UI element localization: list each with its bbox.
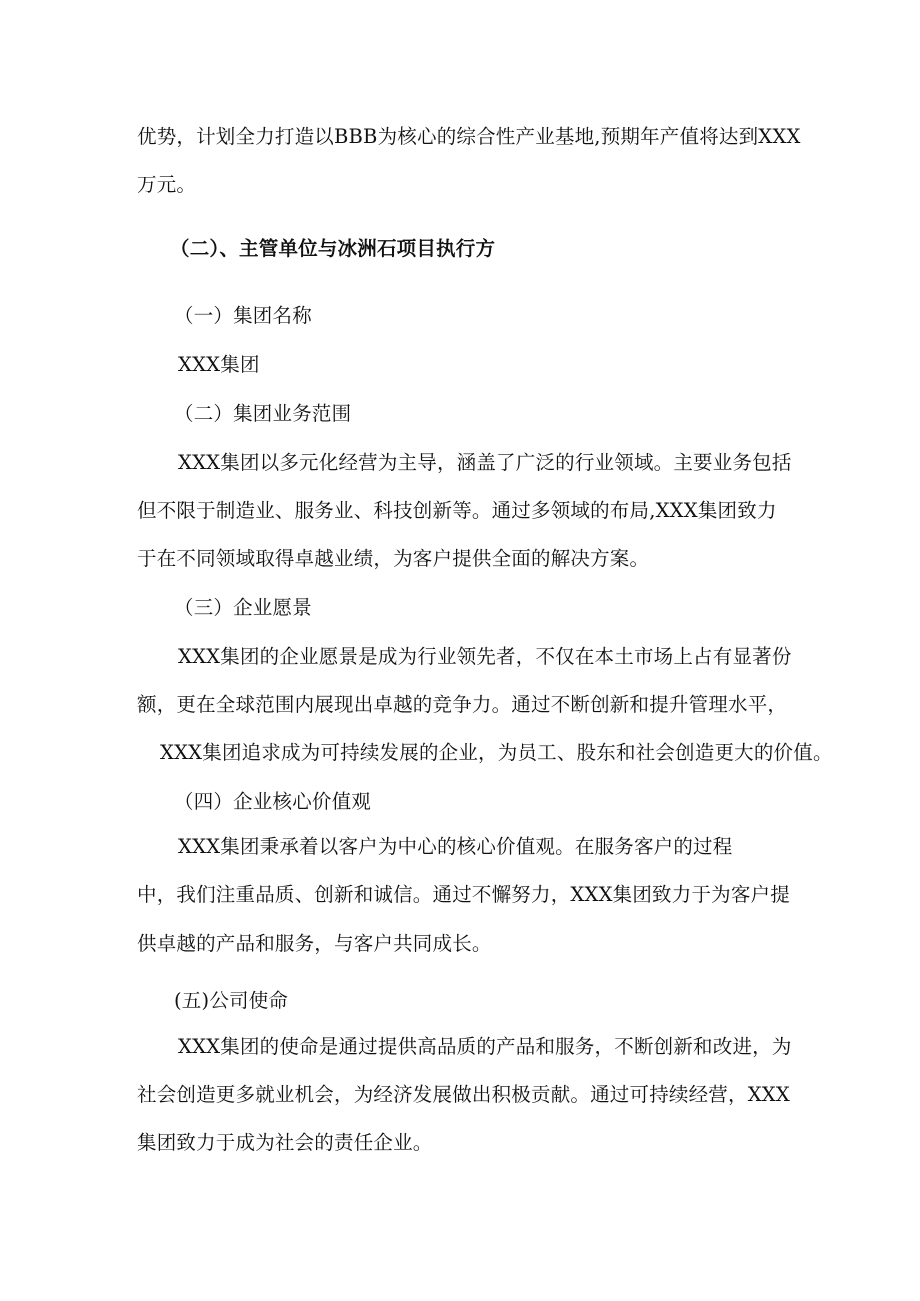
sub5-line-1: XXX集团的使命是通过提供高品质的产品和服务，不断创新和改进，为: [178, 1035, 792, 1058]
sub2-heading: （二）集团业务范围: [174, 402, 352, 425]
intro-line-2: 万元。: [137, 173, 197, 196]
sub5-heading: (五)公司使命: [174, 989, 289, 1012]
sub3-line-3: XXX集团追求成为可持续发展的企业，为员工、股东和社会创造更大的价值。: [160, 741, 833, 764]
intro-line-1: 优势，计划全力打造以BBB为核心的综合性产业基地,预期年产值将达到XXX: [137, 125, 801, 148]
section-heading: （二）、主管单位与冰洲石项目执行方: [170, 237, 496, 260]
sub3-line-2: 额，更在全球范围内展现出卓越的竞争力。通过不断创新和提升管理水平，: [137, 693, 788, 716]
sub1-heading: （一）集团名称: [174, 304, 312, 327]
sub2-line-1: XXX集团以多元化经营为主导，涵盖了广泛的行业领域。主要业务包括: [178, 451, 792, 474]
sub5-line-3: 集团致力于成为社会的责任企业。: [137, 1131, 433, 1154]
sub5-line-2: 社会创造更多就业机会，为经济发展做出积极贡献。通过可持续经营，XXX: [137, 1083, 790, 1106]
sub4-heading: （四）企业核心价值观: [174, 790, 372, 813]
sub1-body: XXX集团: [178, 353, 260, 376]
sub2-line-2: 但不限于制造业、服务业、科技创新等。通过多领域的布局,XXX集团致力: [137, 499, 777, 522]
sub4-line-2: 中，我们注重品质、创新和诚信。通过不懈努力，XXX集团致力于为客户提: [137, 883, 790, 906]
sub4-line-3: 供卓越的产品和服务，与客户共同成长。: [137, 932, 492, 955]
sub3-line-1: XXX集团的企业愿景是成为行业领先者，不仅在本土市场上占有显著份: [178, 645, 792, 668]
sub2-line-3: 于在不同领域取得卓越业绩，为客户提供全面的解决方案。: [137, 547, 650, 570]
sub3-heading: （三）企业愿景: [174, 596, 312, 619]
sub4-line-1: XXX集团秉承着以客户为中心的核心价值观。在服务客户的过程: [178, 835, 733, 858]
